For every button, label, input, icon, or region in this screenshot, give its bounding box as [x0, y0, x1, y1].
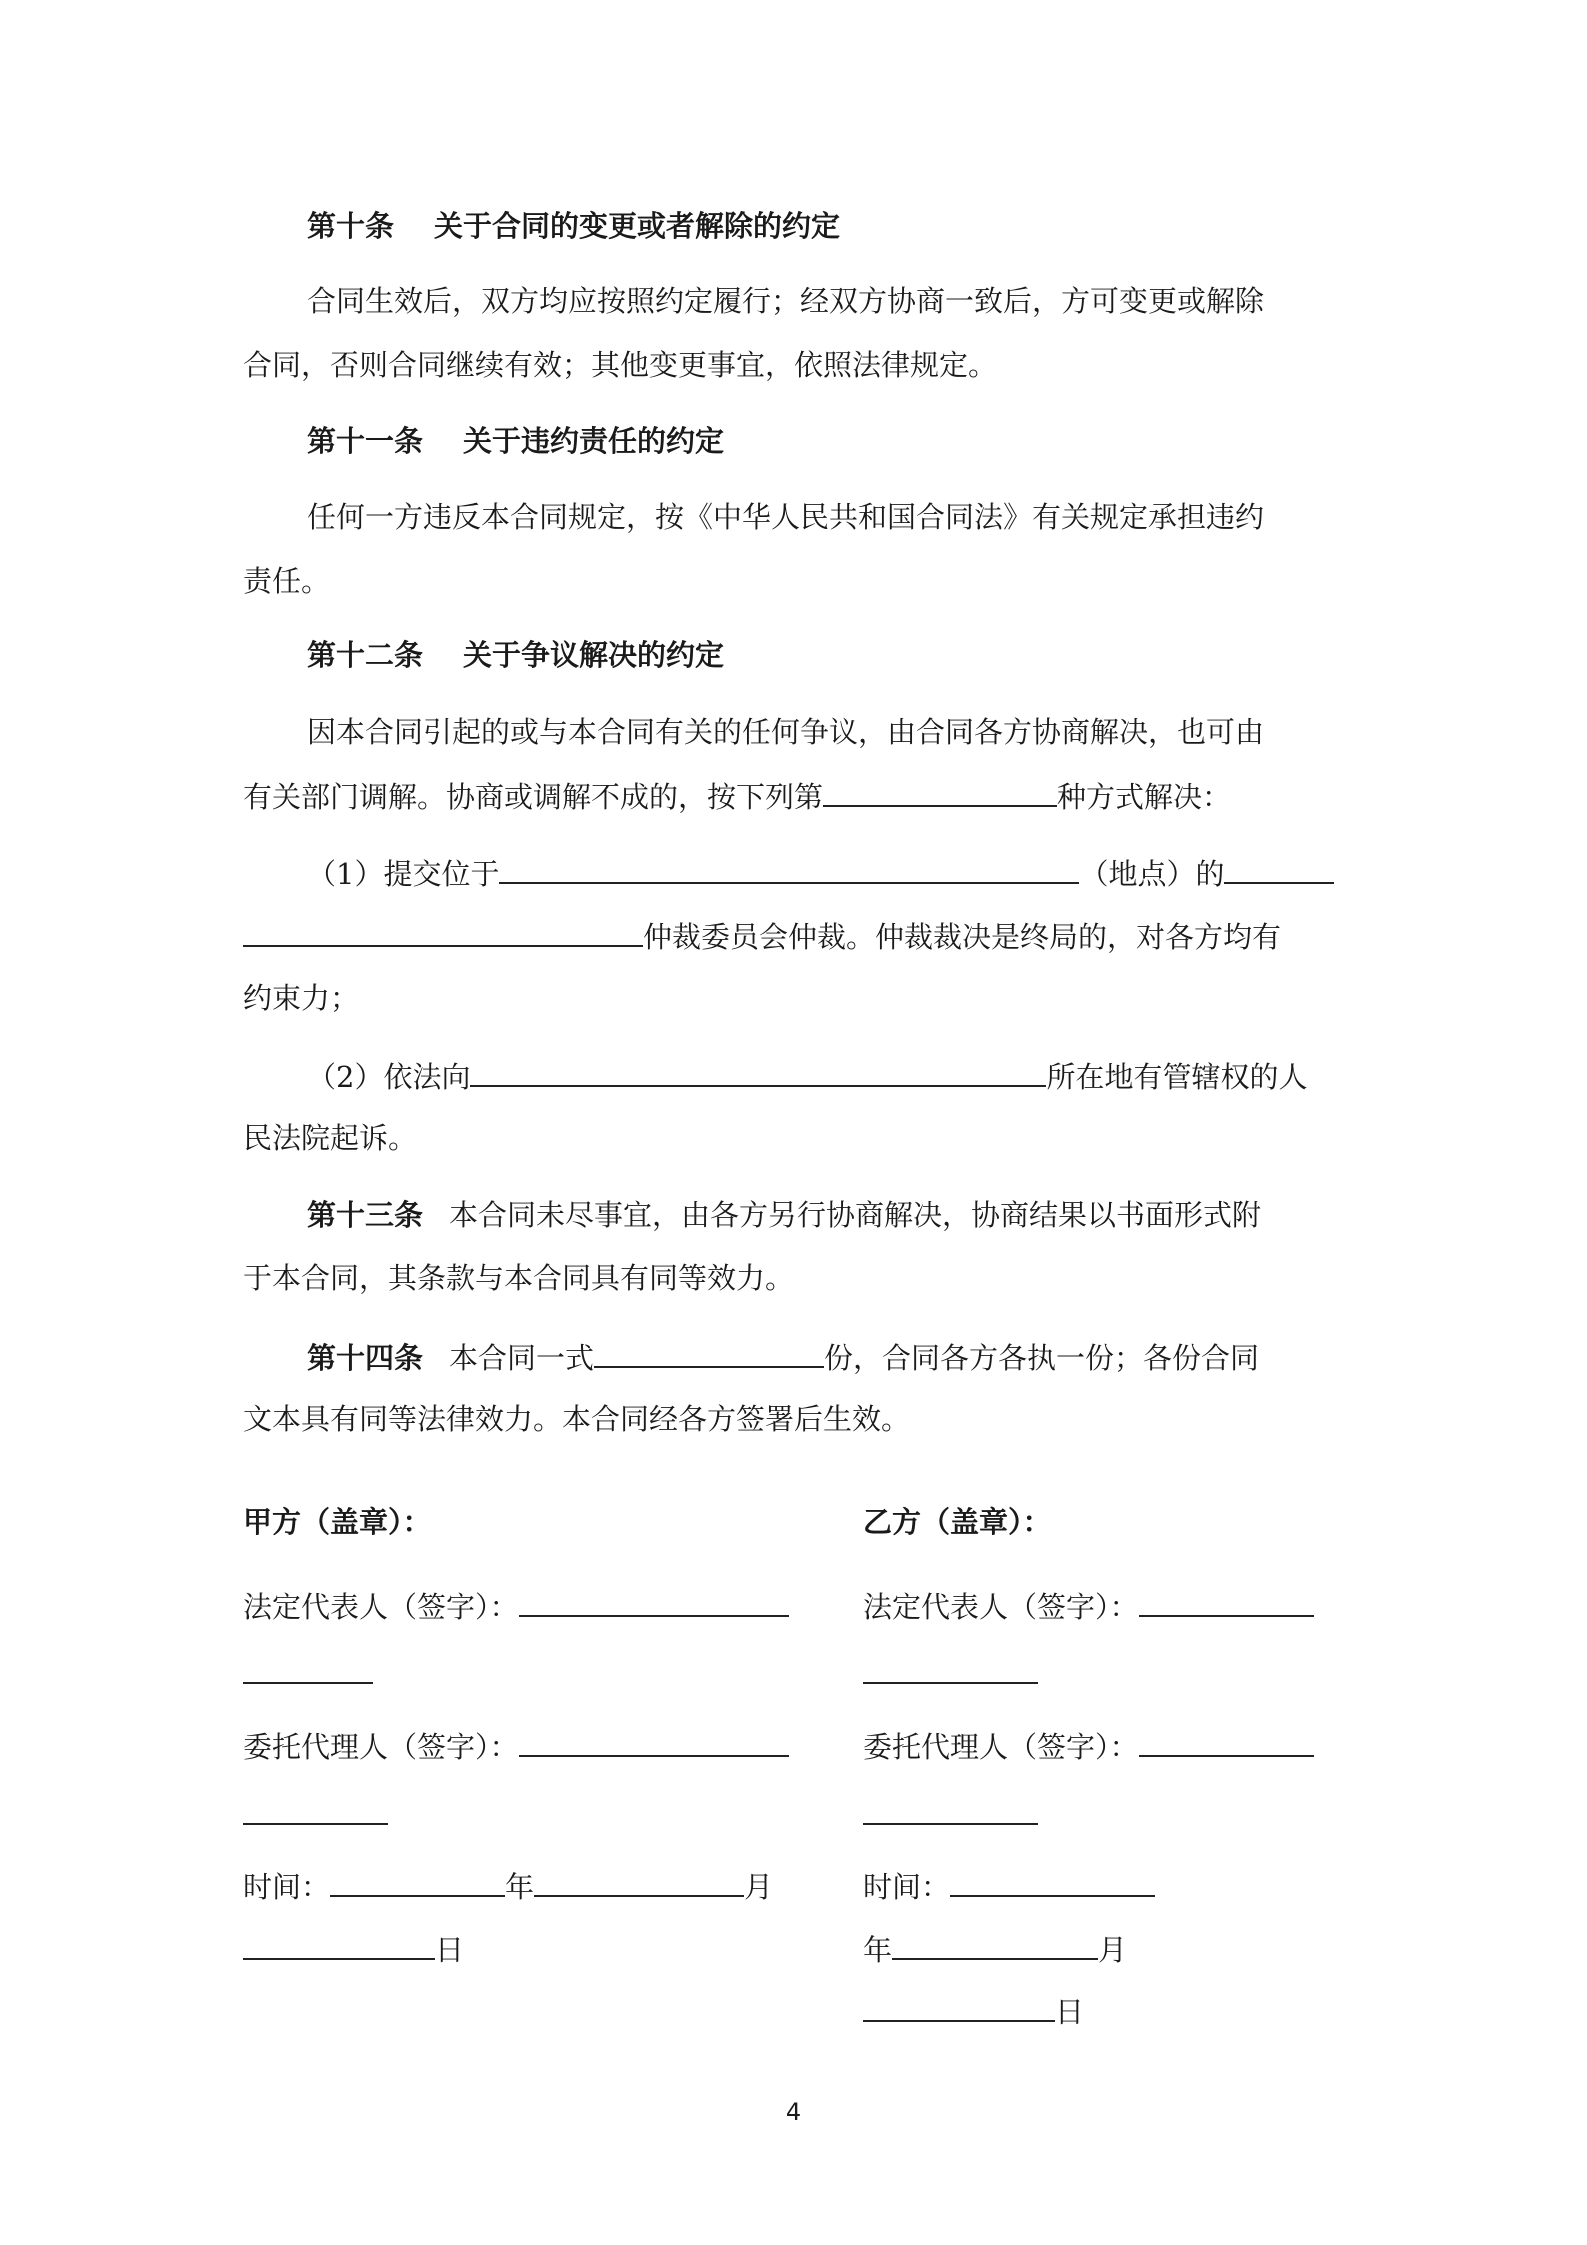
party-b-agent-label: 委托代理人（签字）： [863, 1730, 1139, 1764]
party-a-year-blank[interactable] [330, 1865, 505, 1897]
page-number: 4 [785, 2098, 802, 2126]
option-1-line-2 [243, 915, 1281, 957]
party-b-year-month [863, 1928, 1127, 1970]
method-number-blank[interactable] [823, 775, 1057, 807]
article-13-number: 第十三条 [307, 1198, 424, 1232]
article-10-text-line-2: 合同，否则合同继续有效；其他变更事宜，依照法律规定。 [243, 348, 998, 382]
article-10-text-line-1: 合同生效后，双方均应按照约定履行；经双方协商一致后，方可变更或解除 [307, 284, 1265, 318]
party-b-day-blank[interactable] [863, 1990, 1055, 2022]
party-b-time-blank[interactable] [950, 1865, 1155, 1897]
option-2-label: （2）依法向 [307, 1060, 471, 1094]
party-a-day-label: 日 [435, 1933, 465, 1967]
party-b-agent-line-2 [863, 1793, 1038, 1835]
option-1-line-1 [307, 852, 1334, 894]
party-b-legal-rep-blank-2[interactable] [863, 1652, 1038, 1684]
party-a-seal-label: 甲方（盖章）： [243, 1505, 432, 1539]
article-11-title: 关于违约责任的约定 [463, 424, 725, 458]
party-b-year-label: 年 [863, 1933, 893, 1967]
party-b-legal-rep-label: 法定代表人（签字）： [863, 1590, 1139, 1624]
party-b-time [863, 1865, 1155, 1907]
article-14-line-2: 文本具有同等法律效力。本合同经各方签署后生效。 [243, 1402, 911, 1436]
party-b-legal-rep-line-2 [863, 1652, 1038, 1694]
article-14-text-a: 本合同一式 [449, 1341, 595, 1375]
article-11-number: 第十一条 [307, 424, 424, 458]
party-a-agent-blank[interactable] [519, 1725, 789, 1757]
party-b-agent [863, 1725, 1314, 1767]
party-b-month-label: 月 [1098, 1933, 1128, 1967]
arbitration-location-blank[interactable] [499, 852, 1079, 884]
article-12-text-line-1: 因本合同引起的或与本合同有关的任何争议，由合同各方协商解决，也可由 [307, 715, 1265, 749]
article-11-text-line-2: 责任。 [243, 564, 331, 598]
party-a-agent [243, 1725, 789, 1767]
arbitration-commission-blank-2[interactable] [243, 915, 643, 947]
article-10-heading [307, 206, 840, 246]
party-a-date-line-2 [243, 1928, 464, 1970]
option-1-commission-text: 仲裁委员会仲裁。仲裁裁决是终局的，对各方均有 [643, 920, 1282, 954]
party-a-agent-line-2 [243, 1793, 388, 1835]
article-12-heading [307, 635, 724, 675]
party-a-year-label: 年 [505, 1870, 535, 1904]
arbitration-commission-blank-1[interactable] [1224, 852, 1334, 884]
article-11-heading [307, 421, 724, 461]
party-b-month-blank[interactable] [892, 1928, 1098, 1960]
party-a-legal-rep-blank[interactable] [519, 1585, 789, 1617]
article-14-number: 第十四条 [307, 1341, 424, 1375]
party-b-agent-blank[interactable] [1139, 1725, 1314, 1757]
party-a-legal-rep-blank-2[interactable] [243, 1652, 373, 1684]
article-13-line-2: 于本合同，其条款与本合同具有同等效力。 [243, 1261, 795, 1295]
party-a-legal-rep-label: 法定代表人（签字）： [243, 1590, 519, 1624]
party-b-time-label: 时间： [863, 1870, 951, 1904]
option-2-line-2: 民法院起诉。 [243, 1121, 418, 1155]
party-b-day [863, 1990, 1084, 2032]
party-a-agent-blank-2[interactable] [243, 1793, 388, 1825]
article-14-line-1 [307, 1336, 1259, 1378]
article-12-text-line-2 [243, 775, 1231, 817]
article-13-line-1 [307, 1195, 1261, 1235]
party-a-agent-label: 委托代理人（签字）： [243, 1730, 519, 1764]
party-b-agent-blank-2[interactable] [863, 1793, 1038, 1825]
option-1-label: （1）提交位于 [307, 857, 500, 891]
article-12-line-2-tail: 种方式解决： [1057, 780, 1232, 814]
option-1-line-3: 约束力； [243, 981, 360, 1015]
article-12-title: 关于争议解决的约定 [463, 638, 725, 672]
party-a-month-label: 月 [744, 1870, 774, 1904]
party-a-month-blank[interactable] [534, 1865, 744, 1897]
article-11-text-line-1: 任何一方违反本合同规定，按《中华人民共和国合同法》有关规定承担违约 [307, 500, 1265, 534]
article-14-text-b: 份，合同各方各执一份；各份合同 [824, 1341, 1260, 1375]
court-location-blank[interactable] [470, 1055, 1046, 1087]
article-10-number: 第十条 [307, 209, 395, 243]
article-13-text: 本合同未尽事宜，由各方另行协商解决，协商结果以书面形式附 [449, 1198, 1262, 1232]
copies-count-blank[interactable] [594, 1336, 824, 1368]
party-a-legal-rep-line-2 [243, 1652, 373, 1694]
article-10-title: 关于合同的变更或者解除的约定 [434, 209, 841, 243]
party-a-time-label: 时间： [243, 1870, 331, 1904]
option-2-court-text: 所在地有管辖权的人 [1046, 1060, 1308, 1094]
article-12-number: 第十二条 [307, 638, 424, 672]
party-a-date [243, 1865, 773, 1907]
party-a-legal-rep [243, 1585, 789, 1627]
party-b-legal-rep-blank[interactable] [1139, 1585, 1314, 1617]
party-b-seal-label: 乙方（盖章）： [863, 1505, 1052, 1539]
party-a-day-blank[interactable] [243, 1928, 435, 1960]
party-b-legal-rep [863, 1585, 1314, 1627]
article-12-line-2-text: 有关部门调解。协商或调解不成的，按下列第 [243, 780, 824, 814]
option-1-location-label: （地点）的 [1079, 857, 1225, 891]
option-2-line-1 [307, 1055, 1307, 1097]
party-b-day-label: 日 [1055, 1995, 1085, 2029]
